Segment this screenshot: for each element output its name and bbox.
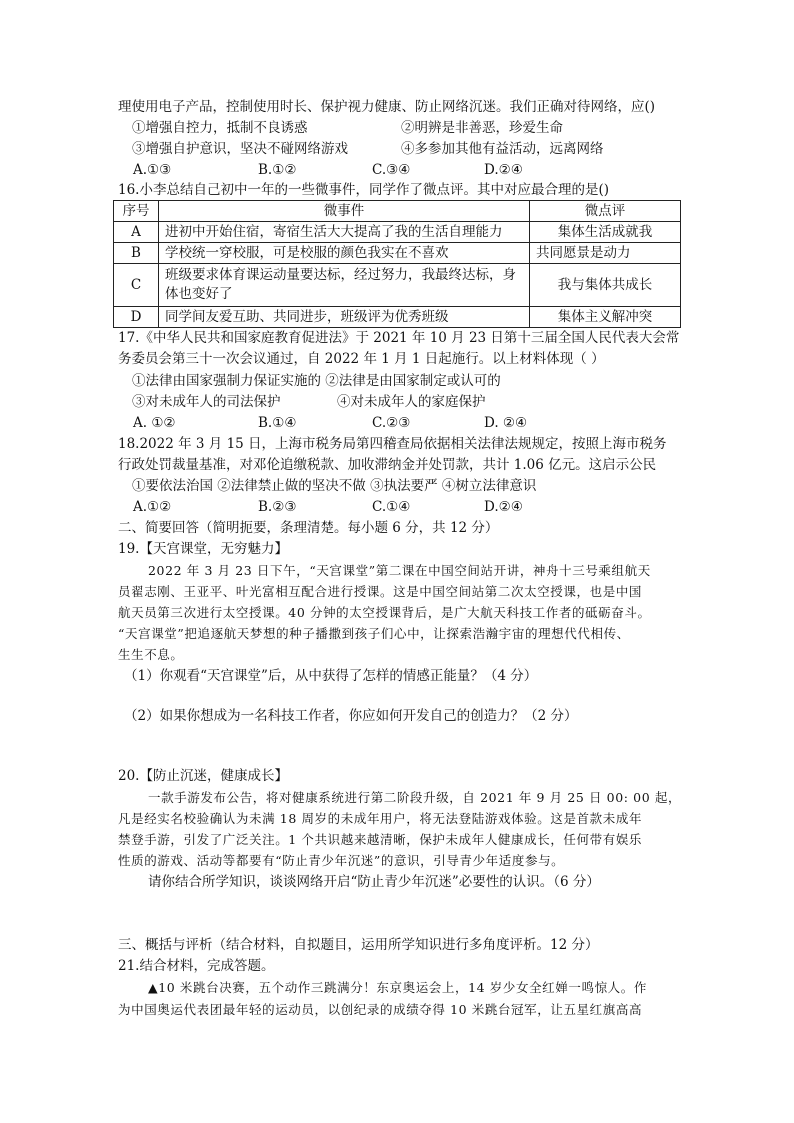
q20-question: 请你结合所学知识，谈谈网络开启“防止青少年沉迷”必要性的认识。（6 分） xyxy=(148,874,600,890)
q19-material-line-5: 生生不息。 xyxy=(118,647,184,662)
q19-sub-question-2: （2）如果你想成为一名科技工作者，你应如何开发自己的创造力？（2 分） xyxy=(124,708,578,724)
row-event: 进初中开始住宿，寄宿生活大大提高了我的生活自理能力 xyxy=(159,222,530,243)
row-event-line-1: 班级要求体育课运动量要达标，经过努力，我最终达标，身 xyxy=(165,267,516,283)
q15-option-b: B.①② xyxy=(258,162,297,178)
q18-option-c: C.①④ xyxy=(372,499,411,515)
q18-option-b: B.②③ xyxy=(258,499,297,515)
q17-line-2: 务委员会第三十一次会议通过，自 2022 年 1 月 1 日起施行。以上材料体现（ ） xyxy=(118,351,605,367)
q15-option-d: D.②④ xyxy=(484,162,523,178)
table-header-row xyxy=(114,201,681,222)
section-2-title: 二、简要回答（简明扼要，条理清楚。每小题 6 分，共 12 分） xyxy=(118,520,499,536)
q17-option-b: B.①④ xyxy=(258,415,297,431)
table-row xyxy=(114,264,681,307)
q20-material-line-1: 一款手游发布公告，将对健康系统进行第二阶段升级，自 2021 年 9 月 25 日 00: 00 起， xyxy=(148,790,682,805)
header-event: 微事件 xyxy=(159,201,530,222)
q19-sub-question-1: （1）你观看“天宫课堂”后，从中获得了怎样的情感正能量？（4 分） xyxy=(124,668,538,684)
q16-stem: 16.小李总结自己初中一年的一些微事件，同学作了微点评。其中对应最合理的是() xyxy=(118,182,610,198)
q20-material-line-2: 凡是经实名校验确认为未满 18 周岁的未成年用户，将无法登陆游戏体验。这是首款未成年 xyxy=(118,811,643,826)
q20-title: 20.【防止沉迷，健康成长】 xyxy=(118,768,288,784)
section-3-title: 三、概括与评析（结合材料，自拟题目，运用所学知识进行多角度评析。12 分） xyxy=(118,937,599,953)
q20-material-line-4: 性质的游戏、活动等都要有“防止青少年沉迷”的意识，引导青少年适度参与。 xyxy=(118,853,565,868)
q19-title: 19.【天宫课堂，无穷魅力】 xyxy=(118,541,288,557)
q15-option-c: C.③④ xyxy=(372,162,411,178)
row-comment: 共同愿景是动力 xyxy=(530,243,681,264)
q18-option-a: A.①② xyxy=(133,499,172,515)
q15-item-3: ③增强自护意识，坚决不碰网络游戏 xyxy=(132,141,348,157)
q15-item-4: ④多参加其他有益活动，远离网络 xyxy=(401,141,604,157)
q17-item-4: ④对未成年人的家庭保护 xyxy=(337,394,486,410)
q19-material-line-2: 员翟志刚、王亚平、叶光富相互配合进行授课。这是中国空间站第二次太空授课，也是中国 xyxy=(118,584,643,599)
header-id: 序号 xyxy=(114,201,159,222)
q18-option-d: D.②④ xyxy=(484,499,523,515)
q17-option-a: A. ①② xyxy=(133,415,176,431)
row-event-multiline xyxy=(159,264,530,307)
q15-intro: 理使用电子产品，控制使用时长、保护视力健康、防止网络沉迷。我们正确对待网络，应() xyxy=(118,99,656,115)
q18-line-1: 18.2022 年 3 月 15 日，上海市税务局第四稽查局依据相关法律法规规定，按照上海市税务 xyxy=(118,436,667,452)
q15-item-1: ①增强自控力，抵制不良诱惑 xyxy=(132,120,308,136)
q17-option-c: C.②③ xyxy=(372,415,411,431)
row-comment: 我与集体共成长 xyxy=(530,264,681,307)
q17-item-1: ①法律由国家强制力保证实施的 ②法律是由国家制定或认可的 xyxy=(132,373,501,389)
row-event: 学校统一穿校服，可是校服的颜色我实在不喜欢 xyxy=(159,243,530,264)
q18-items: ①要依法治国 ②法律禁止做的坚决不做 ③执法要严 ④树立法律意识 xyxy=(132,478,537,494)
row-comment: 集体生活成就我 xyxy=(530,222,681,243)
row-comment: 集体主义解冲突 xyxy=(530,307,681,328)
row-id: D xyxy=(114,307,159,328)
q15-option-a: A.①③ xyxy=(133,162,172,178)
q18-line-2: 行政处罚裁量基准，对邓伦追缴税款、加收滞纳金并处罚款，共计 1.06 亿元。这启示公民 xyxy=(118,457,657,473)
q19-material-line-4: “天宫课堂”把追逐航天梦想的种子播撒到孩子们心中，让探索浩瀚宇宙的理想代代相传、 xyxy=(118,626,630,641)
q17-option-d: D. ②④ xyxy=(484,415,528,431)
table-row xyxy=(114,307,681,328)
row-id: C xyxy=(114,264,159,307)
table-row xyxy=(114,222,681,243)
row-event: 同学间友爱互助、共同进步，班级评为优秀班级 xyxy=(159,307,530,328)
table-row xyxy=(114,243,681,264)
q20-material-line-3: 禁登手游，引发了广泛关注。1 个共识越来越清晰，保护未成年人健康成长，任何带有娱乐 xyxy=(118,832,643,847)
q19-material-line-1: 2022 年 3 月 23 日下午，“天宫课堂”第二课在中国空间站开讲，神舟十三号乘组航天 xyxy=(148,563,651,578)
q15-item-2: ②明辨是非善恶，珍爱生命 xyxy=(401,120,563,136)
q19-material-line-3: 航天员第三次进行太空授课。40 分钟的太空授课背后，是广大航天科技工作者的砥砺奋斗。 xyxy=(118,605,651,620)
q21-material-line-1: ▲10 米跳台决赛，五个动作三跳满分！东京奥运会上，14 岁少女全红婵一鸣惊人。作 xyxy=(148,980,647,995)
q17-item-3: ③对未成年人的司法保护 xyxy=(132,394,281,410)
header-comment: 微点评 xyxy=(530,201,681,222)
q17-line-1: 17.《中华人民共和国家庭教育促进法》于 2021 年 10 月 23 日第十三届全国人民代表大会常 xyxy=(118,330,680,346)
row-event-line-2: 体也变好了 xyxy=(165,286,233,302)
q21-title: 21.结合材料，完成答题。 xyxy=(118,958,275,974)
q21-material-line-2: 为中国奥运代表团最年轻的运动员，以创纪录的成绩夺得 10 米跳台冠军，让五星红旗高高 xyxy=(118,1002,643,1017)
row-id: A xyxy=(114,222,159,243)
row-id: B xyxy=(114,243,159,264)
q16-table xyxy=(113,200,681,328)
